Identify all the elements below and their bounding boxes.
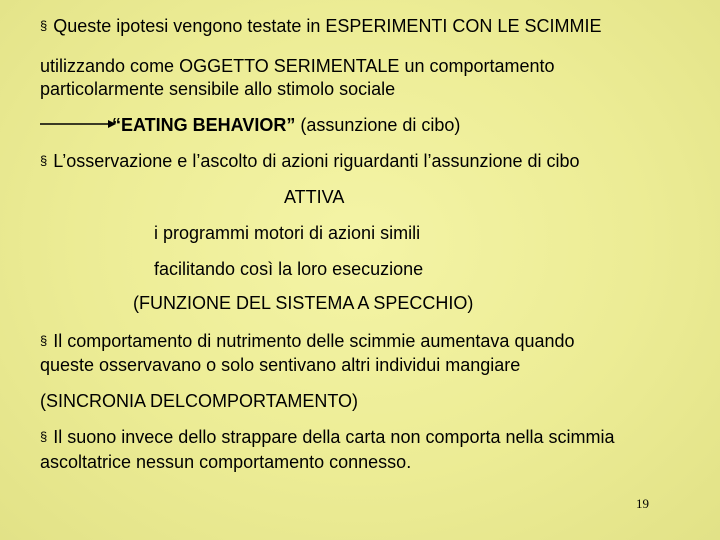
experimental-object-line: utilizzando come OGGETTO SERIMENTALE un comportamento [40,56,555,76]
bullet-line-paper-sound [40,426,615,450]
motor-programs-line: i programmi motori di azioni simili [154,223,421,243]
bullet-line-feeding [40,330,575,354]
observation-text: L’osservazione e l’ascolto di azioni riguardanti l’assunzione di cibo [53,151,580,171]
activates-line: ATTIVA [284,187,345,207]
bullet-line-experiments [40,15,601,39]
eating-behavior-line [112,114,460,136]
paper-sound-text: Il suono invece dello strappare della carta non comporta nella scimmia [53,427,615,447]
bullet-icon: § [40,18,48,33]
page-number: 19 [636,496,649,511]
bullet-line-observation [40,150,580,174]
eating-behavior-term: “EATING BEHAVIOR” [112,115,296,135]
arrow-right-icon [40,118,116,130]
bullet-icon: § [40,153,48,168]
eating-behavior-gloss: (assunzione di cibo) [295,115,461,135]
social-stimulus-line: particolarmente sensibile allo stimolo sociale [40,79,396,99]
bullet-icon: § [40,333,48,348]
mirror-system-line: (FUNZIONE DEL SISTEMA A SPECCHIO) [133,293,474,313]
observed-eating-line: queste osservavano o solo sentivano altri individui mangiare [40,355,521,375]
synchrony-line: (SINCRONIA DELCOMPORTAMENTO) [40,391,359,411]
feeding-text: Il comportamento di nutrimento delle scimmie aumentava quando [53,331,575,351]
facilitation-line: facilitando così la loro esecuzione [154,259,424,279]
bullet-icon: § [40,429,48,444]
no-behavior-line: ascoltatrice nessun comportamento connesso. [40,452,412,472]
experiments-text: Queste ipotesi vengono testate in ESPERIMENTI CON LE SCIMMIE [53,16,602,36]
